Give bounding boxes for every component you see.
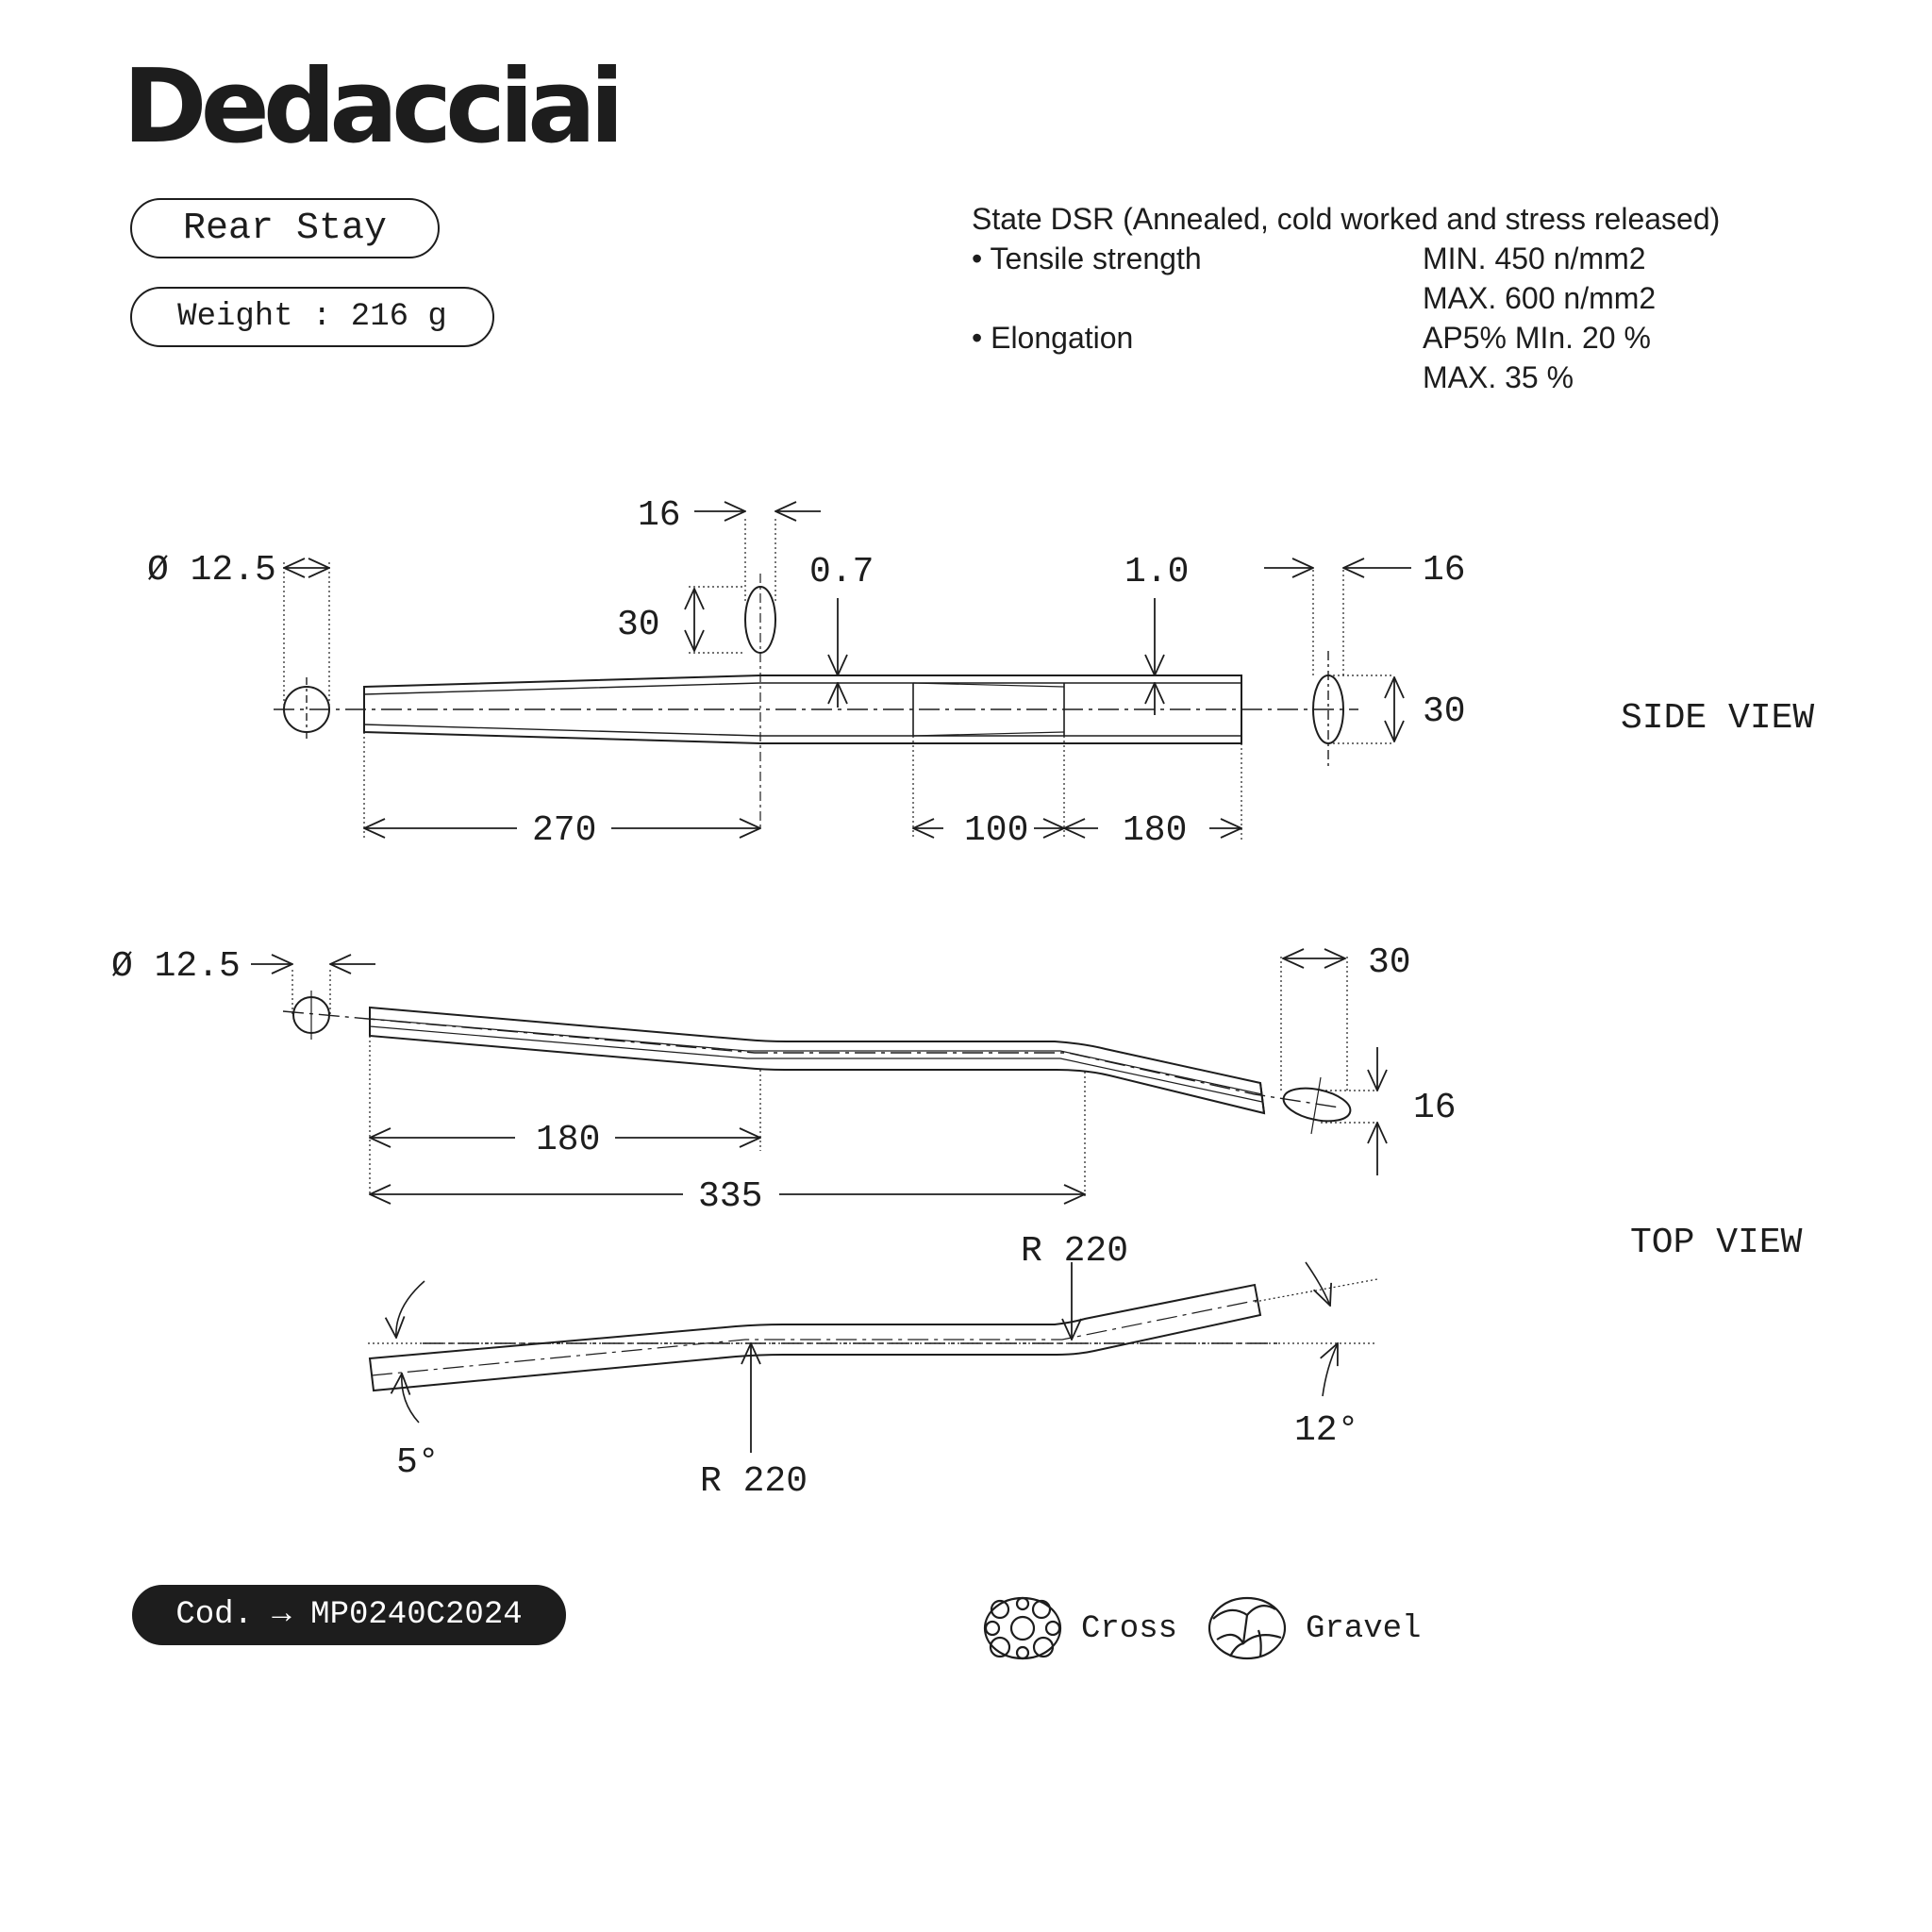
side-view-label: SIDE VIEW — [1621, 698, 1815, 739]
side-height-mid-label: 30 — [617, 605, 660, 645]
spec-elongation-max: MAX. 35 % — [1423, 360, 1574, 394]
spec-state: State DSR (Annealed, cold worked and stress released) — [972, 202, 1721, 236]
side-len-3-label: 180 — [1123, 810, 1188, 851]
bend-angle-2-label: 12° — [1294, 1410, 1359, 1451]
top-end-section — [1280, 1083, 1353, 1126]
cross-terrain-icon — [985, 1598, 1060, 1658]
spec-elongation-label: • Elongation — [972, 321, 1134, 355]
top-len-1-label: 180 — [536, 1120, 601, 1160]
side-len-1-label: 270 — [532, 810, 597, 851]
side-width-end-label: 16 — [1423, 550, 1466, 591]
spec-elongation-min: AP5% MIn. 20 % — [1423, 321, 1651, 355]
bend-angle-1-label: 5° — [396, 1442, 440, 1483]
bend-detail-drawing — [368, 1262, 1377, 1453]
side-dia-label: Ø 12.5 — [147, 550, 276, 591]
top-tube-outline — [370, 1008, 1264, 1113]
top-width-end-label: 30 — [1368, 942, 1411, 983]
side-len-2-label: 100 — [964, 810, 1029, 851]
terrain-label-gravel: Gravel — [1306, 1611, 1422, 1647]
spec-tensile-label: • Tensile strength — [972, 242, 1202, 275]
product-name-badge: Rear Stay — [130, 198, 440, 258]
spec-tensile-min: MIN. 450 n/mm2 — [1423, 242, 1646, 275]
side-wall-2-label: 1.0 — [1124, 552, 1190, 592]
top-view-drawing — [251, 957, 1377, 1196]
spec-tensile-max: MAX. 600 n/mm2 — [1423, 281, 1657, 315]
terrain-label-cross: Cross — [1081, 1611, 1178, 1647]
side-width-mid-label: 16 — [638, 495, 681, 536]
product-code-badge: Cod. → MP0240C2024 — [132, 1585, 566, 1645]
top-dia-label: Ø 12.5 — [111, 946, 241, 987]
weight-badge: Weight : 216 g — [130, 287, 494, 347]
top-len-2-label: 335 — [698, 1176, 763, 1217]
side-height-end-label: 30 — [1423, 691, 1466, 732]
brand-logo: Dedacciai — [123, 48, 619, 166]
bend-radius-1-label: R 220 — [1021, 1231, 1129, 1272]
side-wall-1-label: 0.7 — [809, 552, 874, 592]
gravel-terrain-icon — [1209, 1598, 1285, 1658]
top-view-label: TOP VIEW — [1630, 1223, 1803, 1263]
bend-radius-2-label: R 220 — [700, 1461, 808, 1502]
bend-tube-outline — [370, 1285, 1260, 1391]
top-height-end-label: 16 — [1413, 1088, 1457, 1128]
